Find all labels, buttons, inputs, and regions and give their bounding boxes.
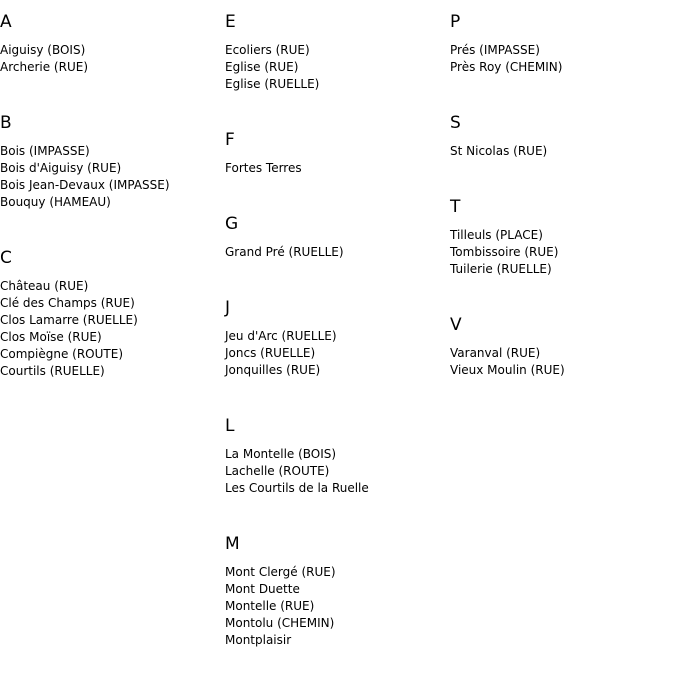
letter-heading: A	[0, 12, 12, 32]
street-link[interactable]: Montolu (CHEMIN)	[225, 616, 335, 630]
letter-group-v	[450, 315, 670, 403]
street-link[interactable]: Varanval (RUE)	[450, 346, 541, 360]
street-list	[450, 143, 670, 160]
letter-heading: L	[225, 416, 235, 436]
letter-heading: S	[450, 113, 461, 133]
street-link[interactable]: Mont Duette	[225, 582, 300, 596]
letter-group-f	[225, 130, 445, 201]
street-link[interactable]: Clé des Champs (RUE)	[0, 296, 135, 310]
letter-group-s	[450, 113, 670, 184]
street-link[interactable]: Bois (IMPASSE)	[0, 144, 90, 158]
street-index-column-1	[0, 0, 220, 404]
letter-group-g	[225, 214, 445, 285]
street-link[interactable]: Joncs (RUELLE)	[225, 346, 316, 360]
street-link[interactable]: Prés (IMPASSE)	[450, 43, 540, 57]
letter-group-p	[450, 12, 670, 100]
letter-heading: T	[450, 197, 461, 217]
letter-heading: G	[225, 214, 239, 234]
street-link[interactable]: Lachelle (ROUTE)	[225, 464, 330, 478]
street-list	[0, 278, 220, 380]
street-link[interactable]: Grand Pré (RUELLE)	[225, 245, 344, 259]
street-link[interactable]: St Nicolas (RUE)	[450, 144, 548, 158]
street-index-column-3	[450, 0, 670, 403]
street-list	[225, 244, 445, 261]
street-list	[0, 42, 220, 76]
street-index-column-2	[225, 0, 445, 673]
letter-group-b	[0, 113, 220, 235]
street-list	[225, 446, 445, 497]
letter-group-t	[450, 197, 670, 302]
street-link[interactable]: Montelle (RUE)	[225, 599, 315, 613]
street-link[interactable]: Eglise (RUELLE)	[225, 77, 320, 91]
street-link[interactable]: Près Roy (CHEMIN)	[450, 60, 563, 74]
street-link[interactable]: Fortes Terres	[225, 161, 302, 175]
street-list	[225, 42, 445, 93]
letter-group-e	[225, 12, 445, 117]
street-link[interactable]: Tombissoire (RUE)	[450, 245, 559, 259]
street-link[interactable]: Eglise (RUE)	[225, 60, 299, 74]
street-list	[225, 564, 445, 649]
street-link[interactable]: Château (RUE)	[0, 279, 89, 293]
street-list	[450, 227, 670, 278]
letter-group-j	[225, 298, 445, 403]
letter-group-c	[0, 248, 220, 404]
letter-heading: J	[225, 298, 231, 318]
letter-heading: E	[225, 12, 236, 32]
street-link[interactable]: Clos Moïse (RUE)	[0, 330, 102, 344]
letter-group-m	[225, 534, 445, 673]
street-link[interactable]: Jonquilles (RUE)	[225, 363, 321, 377]
street-link[interactable]: Courtils (RUELLE)	[0, 364, 105, 378]
street-link[interactable]: Bois d'Aiguisy (RUE)	[0, 161, 122, 175]
street-link[interactable]: Jeu d'Arc (RUELLE)	[225, 329, 337, 343]
street-list	[225, 160, 445, 177]
street-link[interactable]: Compiègne (ROUTE)	[0, 347, 124, 361]
letter-group-l	[225, 416, 445, 521]
street-list	[450, 42, 670, 76]
street-link[interactable]: Bois Jean-Devaux (IMPASSE)	[0, 178, 170, 192]
letter-group-a	[0, 12, 220, 100]
letter-heading: C	[0, 248, 12, 268]
street-list	[450, 345, 670, 379]
street-link[interactable]: La Montelle (BOIS)	[225, 447, 337, 461]
street-link[interactable]: Tilleuls (PLACE)	[450, 228, 543, 242]
letter-heading: V	[450, 315, 462, 335]
street-list	[0, 143, 220, 211]
street-link[interactable]: Archerie (RUE)	[0, 60, 88, 74]
letter-heading: F	[225, 130, 235, 150]
street-link[interactable]: Mont Clergé (RUE)	[225, 565, 336, 579]
street-link[interactable]: Tuilerie (RUELLE)	[450, 262, 552, 276]
street-list	[225, 328, 445, 379]
street-link[interactable]: Clos Lamarre (RUELLE)	[0, 313, 138, 327]
street-link[interactable]: Bouquy (HAMEAU)	[0, 195, 111, 209]
street-link[interactable]: Aiguisy (BOIS)	[0, 43, 86, 57]
street-link[interactable]: Ecoliers (RUE)	[225, 43, 310, 57]
street-link[interactable]: Les Courtils de la Ruelle	[225, 481, 369, 495]
street-link[interactable]: Vieux Moulin (RUE)	[450, 363, 565, 377]
letter-heading: M	[225, 534, 240, 554]
street-link[interactable]: Montplaisir	[225, 633, 292, 647]
letter-heading: B	[0, 113, 12, 133]
letter-heading: P	[450, 12, 461, 32]
